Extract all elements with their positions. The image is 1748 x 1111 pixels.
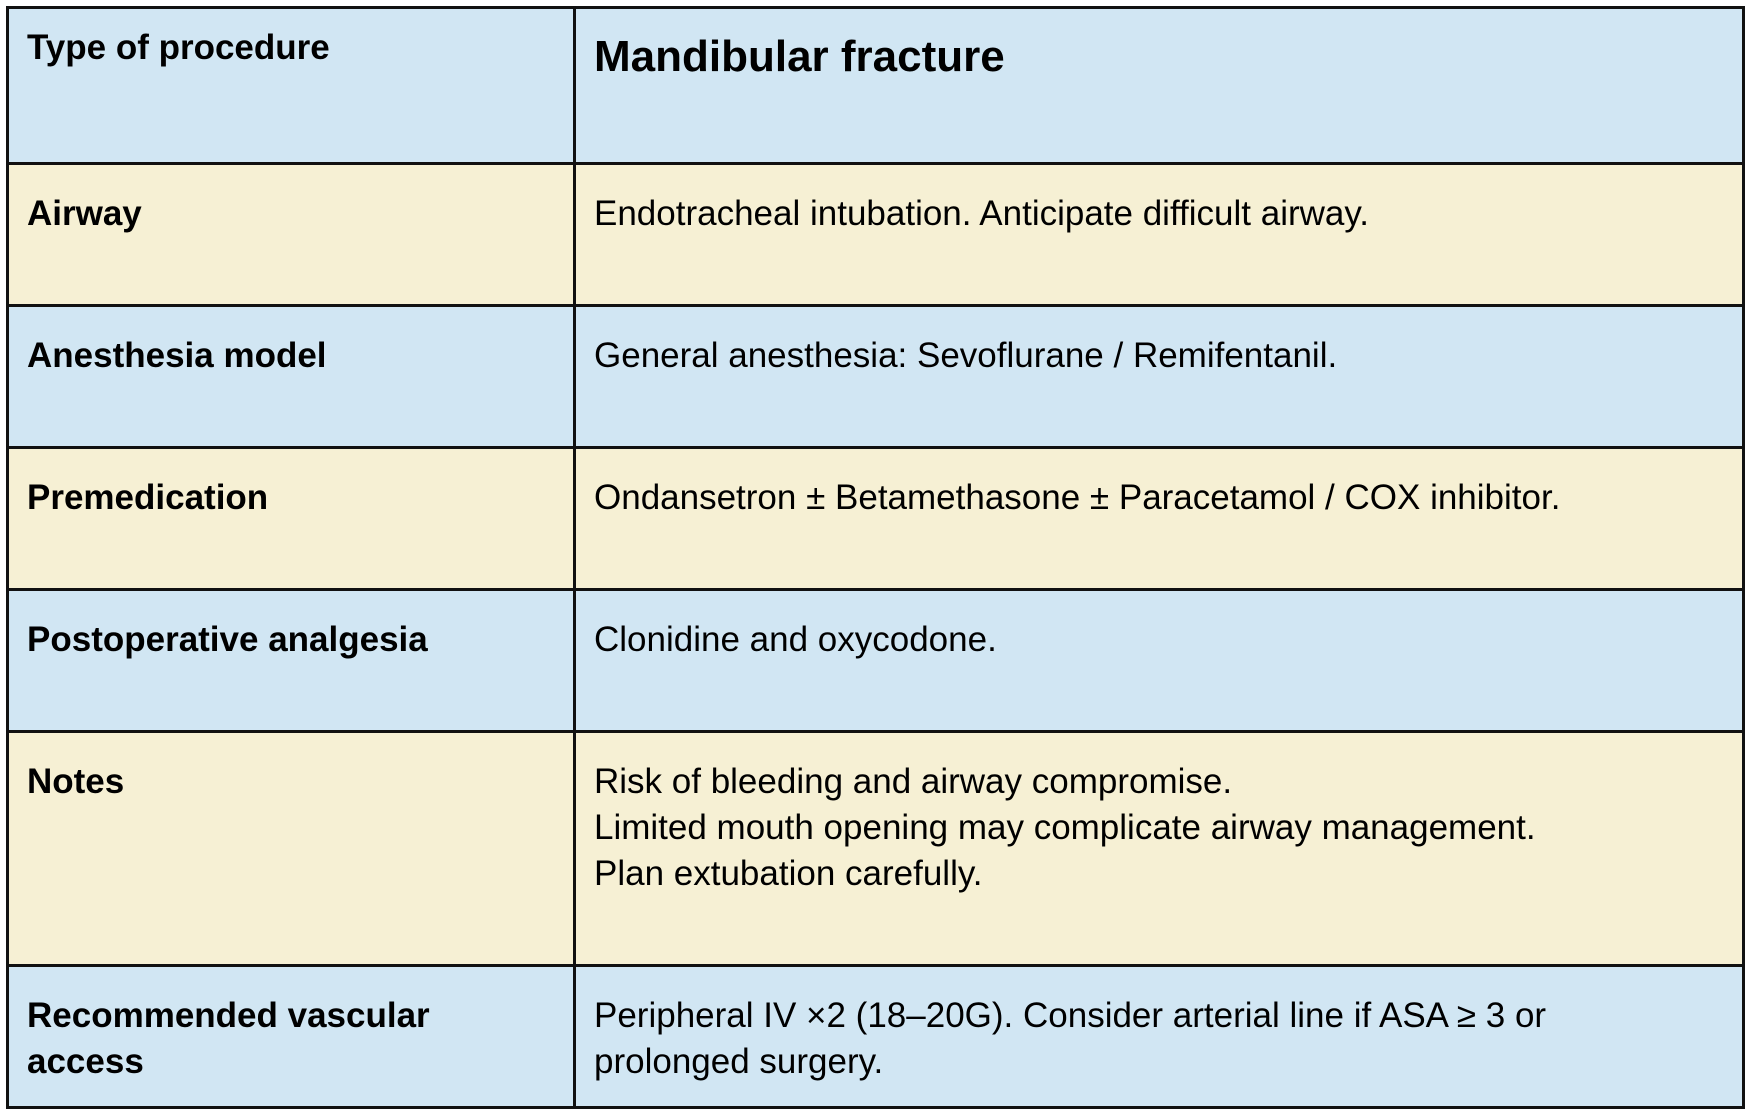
row-label-notes: Notes <box>8 732 575 966</box>
row-label-airway: Airway <box>8 164 575 306</box>
row-value-notes <box>575 732 1744 966</box>
value-line: Plan extubation carefully. <box>594 854 983 893</box>
row-label-anesthesia-model: Anesthesia model <box>8 306 575 448</box>
value-line: Ondansetron ± Betamethasone ± Paracetamol / COX inhibitor. <box>594 478 1561 517</box>
value-line: Risk of bleeding and airway compromise. <box>594 762 1233 801</box>
value-line: Peripheral IV ×2 (18–20G). Consider arterial line if ASA ≥ 3 or <box>594 996 1547 1035</box>
table-row-premedication <box>8 448 1744 590</box>
table-row-vascular-access <box>8 966 1744 1108</box>
row-label-postoperative-analgesia: Postoperative analgesia <box>8 590 575 732</box>
label-line: access <box>27 1042 144 1081</box>
row-value-postoperative-analgesia <box>575 590 1744 732</box>
header-label-cell: Type of procedure <box>8 8 575 164</box>
table-header-row <box>8 8 1744 164</box>
row-value-airway <box>575 164 1744 306</box>
procedure-table <box>6 6 1745 1109</box>
table-row-anesthesia-model <box>8 306 1744 448</box>
label-line: Recommended vascular <box>27 996 430 1035</box>
row-label-premedication: Premedication <box>8 448 575 590</box>
header-value-cell: Mandibular fracture <box>575 8 1744 164</box>
value-line: Limited mouth opening may complicate airway management. <box>594 808 1536 847</box>
row-value-premedication <box>575 448 1744 590</box>
table-row-postoperative-analgesia <box>8 590 1744 732</box>
table-row-airway <box>8 164 1744 306</box>
procedure-table-container <box>6 6 1742 1109</box>
table-row-notes <box>8 732 1744 966</box>
value-line: Clonidine and oxycodone. <box>594 620 997 659</box>
value-line: General anesthesia: Sevoflurane / Remifentanil. <box>594 336 1338 375</box>
row-value-vascular-access <box>575 966 1744 1108</box>
row-value-anesthesia-model <box>575 306 1744 448</box>
value-line: Endotracheal intubation. Anticipate difficult airway. <box>594 194 1370 233</box>
row-label-vascular-access <box>8 966 575 1108</box>
value-line: prolonged surgery. <box>594 1042 884 1081</box>
